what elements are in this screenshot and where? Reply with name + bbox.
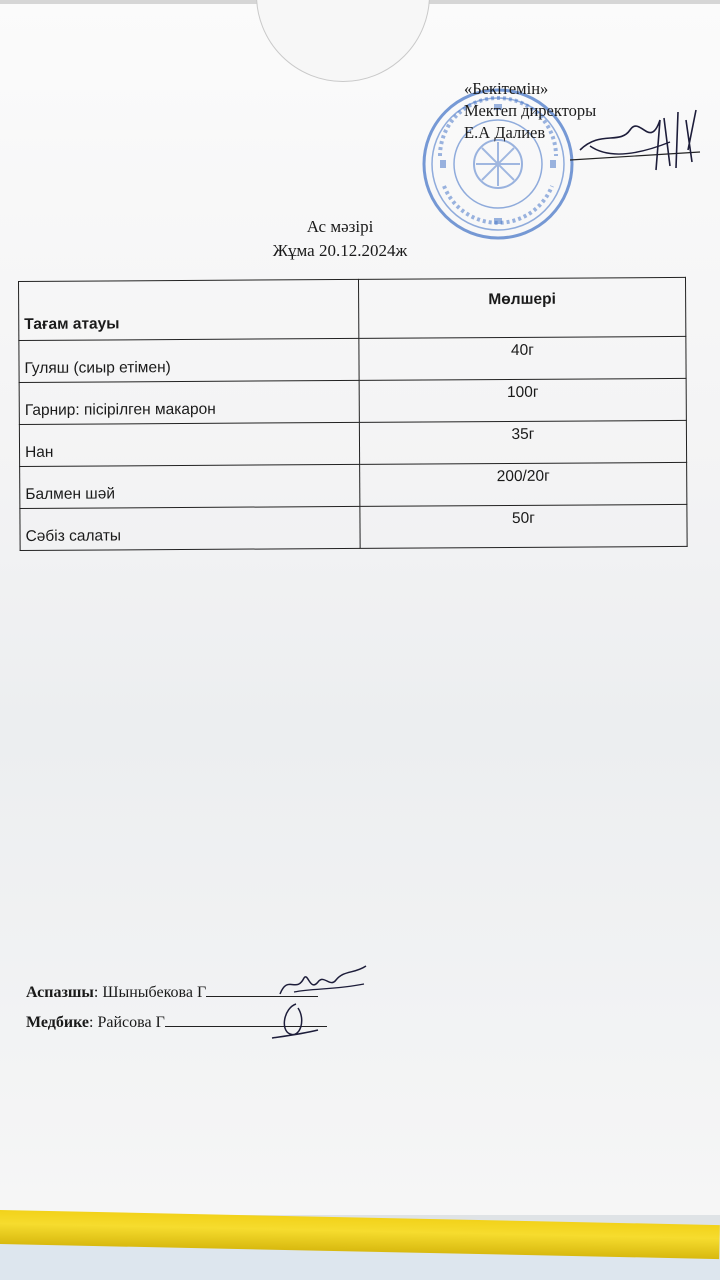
cook-role: Аспазшы [26,984,94,1001]
director-signature-icon [560,90,710,174]
punch-hole [256,0,430,82]
table-row [19,336,686,382]
dish-name: Гарнир: пісірілген макарон [19,380,359,424]
menu-heading [0,215,680,263]
dish-quantity: 40г [359,336,686,380]
approval-heading: «Бекітемін» [464,79,549,98]
cook-name: : Шыныбекова Г [93,984,207,1001]
cook-signature-row [26,978,386,1008]
dish-name: Сәбіз салаты [20,506,360,550]
cook-signature-icon [274,964,370,1004]
dish-name: Нан [19,422,359,466]
nurse-signature-icon [262,1000,322,1044]
dish-quantity: 100г [359,378,686,422]
column-header-name: Тағам атауы [19,279,359,340]
table-row [20,504,687,550]
approval-position: Мектеп директоры [464,101,597,120]
table-row [19,378,686,424]
approval-director-name: Е.А Далиев [464,123,546,142]
menu-table [18,277,688,551]
dish-name: Балмен шәй [20,464,360,508]
nurse-signature-row [26,1008,386,1038]
signatures-block [26,978,386,1038]
table-row [20,462,687,508]
dish-quantity: 35г [359,420,686,464]
table-header-row [19,277,686,340]
dish-name: Гуляш (сиыр етімен) [19,338,359,382]
dish-quantity: 200/20г [360,462,687,506]
column-header-quantity: Мөлшері [358,277,685,338]
page-title: Ас мәзірі [306,217,374,236]
nurse-name: : Райсова Г [89,1014,165,1031]
menu-date: Жұма 20.12.2024ж [272,241,408,260]
nurse-role: Медбике [26,1014,90,1031]
dish-quantity: 50г [360,504,687,548]
table-row [19,420,686,466]
